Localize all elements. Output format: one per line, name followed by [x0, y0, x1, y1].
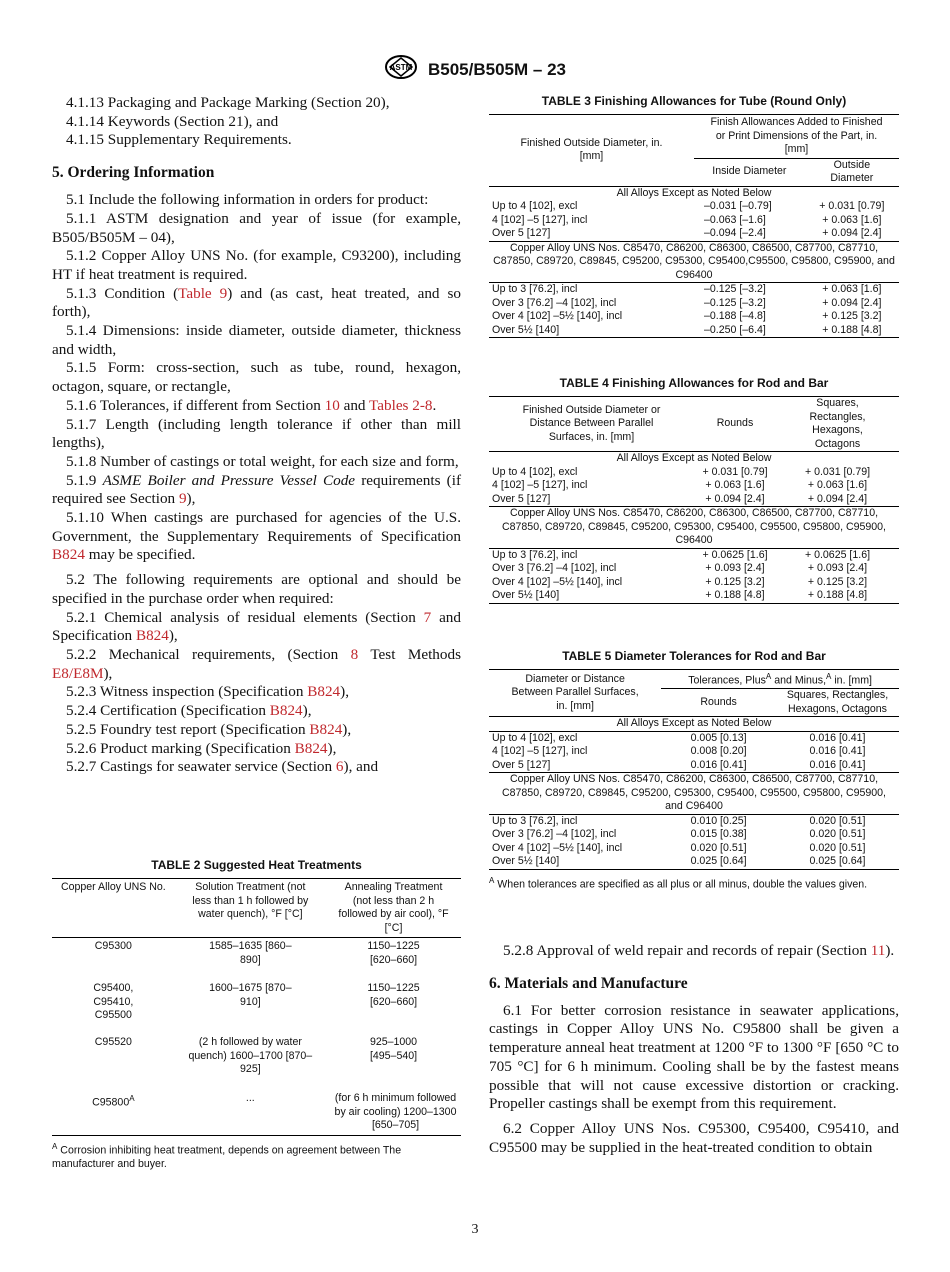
table-row: Over 5½ [140] + 0.188 [4.8] + 0.188 [4.8]: [489, 589, 899, 603]
table-row: Over 5 [127] 0.016 [0.41] 0.016 [0.41]: [489, 759, 899, 773]
right-column-text: [489, 942, 899, 1157]
document-designation: B505/B505M – 23: [428, 59, 566, 79]
table-5-block: [489, 649, 899, 892]
table-row: Up to 4 [102], excl + 0.031 [0.79] + 0.031 [0.79]: [492, 465, 871, 478]
clause-5-2-3: 5.2.3 Witness inspection (Specification B824),: [66, 683, 350, 701]
table-row: Over 3 [76.2] –4 [102], incl –0.125 [–3.2] + 0.094 [2.4]: [492, 296, 882, 309]
section-5-heading: 5. Ordering Information: [52, 164, 215, 182]
table-group-label: Copper Alloy UNS Nos. C85470, C86200, C86300, C86500, C87700, C87710, C87850, C89720, C89845, C95200, C95300, C95400, C95500, C95800, C95900, and C96400: [489, 773, 899, 815]
clause-5-1-5: 5.1.5 Form: cross-section, such as tube, round, hexagon, octagon, square, or rectangle,: [52, 359, 461, 396]
table-header-cell: Finish Allowances Added to Finished or Print Dimensions of the Part, in. [mm]: [694, 115, 899, 159]
clause-5-1-1: 5.1.1 ASTM designation and year of issue (for example, B505/B505M – 04),: [52, 209, 461, 246]
clause-4-1-15: 4.1.15 Supplementary Requirements.: [66, 131, 292, 149]
table-row: Over 5 [127] –0.094 [–2.4] + 0.094 [2.4]: [489, 227, 899, 241]
svg-text:ASTM: ASTM: [389, 63, 413, 72]
table-group-label: All Alloys Except as Noted Below: [616, 452, 772, 464]
page-number: 3: [471, 1222, 479, 1237]
table-header-cell: Tolerances, Plus$^A$ and Minus,$^A$ in. [mm]: [661, 670, 899, 689]
table-3-caption: TABLE 3 Finishing Allowances for Tube (Round Only): [541, 94, 847, 108]
clause-4-1-13: 4.1.13 Packaging and Package Marking (Section 20),: [66, 94, 390, 111]
table-group-label: All Alloys Except as Noted Below: [489, 717, 899, 732]
table-2: [52, 878, 461, 1136]
clause-5-1-10: 5.1.10 When castings are purchased for agencies of the U.S. Government, the Supplementary Requirements of Specification B824 may be specified.: [52, 509, 461, 564]
table-3: [489, 114, 899, 338]
link-section-11[interactable]: 11: [870, 942, 886, 959]
clause-5-2-8: 5.2.8 Approval of weld repair and records of repair (Section 11).: [503, 942, 895, 959]
link-b824[interactable]: B824: [52, 546, 85, 564]
table-5-caption: TABLE 5 Diameter Tolerances for Rod and Bar: [562, 649, 826, 663]
table-row: C95300 1585–1635 [860–890] 1150–1225 [620–660]: [94, 940, 420, 966]
table-group-label: Copper Alloy UNS Nos. C85470, C86200, C86300, C86500, C87700, C87710, C87850, C89720, C89845, C95200, C95300, C95400,C95500, C95800, C95900, and C96400: [489, 241, 899, 283]
link-section-6[interactable]: 6: [335, 758, 344, 776]
table-row: Over 5 [127] + 0.094 [2.4] + 0.094 [2.4]: [489, 493, 899, 507]
table-row: 4 [102] –5 [127], incl 0.008 [0.20] 0.016 [0.41]: [492, 745, 866, 758]
table-row: Over 4 [102] –5½ [140], incl + 0.125 [3.2] + 0.125 [3.2]: [492, 575, 868, 588]
link-table-9[interactable]: Table 9: [178, 284, 228, 302]
table-4: [489, 396, 899, 604]
clause-5-2-5: 5.2.5 Foundry test report (Specification B824),: [66, 720, 352, 738]
table-row: Over 3 [76.2] –4 [102], incl + 0.093 [2.4] + 0.093 [2.4]: [492, 562, 868, 574]
link-b824[interactable]: B824: [309, 720, 343, 738]
table-header-cell: Outside Diameter: [805, 158, 899, 186]
table-header-cell: Rounds: [661, 689, 776, 717]
clause-5-2: 5.2 The following requirements are optional and should be specified in the purchase order when required:: [52, 571, 461, 607]
table-5: [489, 669, 899, 870]
link-section-7[interactable]: 7: [423, 608, 432, 626]
table-2-caption: TABLE 2 Suggested Heat Treatments: [151, 858, 362, 872]
clause-5-1-3: 5.1.3 Condition (Table 9) and (as cast, heat treated, and so forth),: [52, 284, 461, 321]
table-row: 4 [102] –5 [127], incl + 0.063 [1.6] + 0.063 [1.6]: [492, 479, 868, 491]
clause-5-1-9: 5.1.9 ASME Boiler and Pressure Vessel Code requirements (if required see Section 9),: [52, 471, 461, 508]
section-6-heading: 6. Materials and Manufacture: [489, 974, 688, 992]
table-group-label: All Alloys Except as Noted Below: [616, 186, 772, 199]
link-tables-2-8[interactable]: Tables 2-8: [369, 396, 433, 414]
table-row: C95400, C95410, C95500 1600–1675 [870–910] 1150–1225 [620–660]: [93, 982, 420, 1021]
clause-5-1: 5.1 Include the following information in orders for product:: [66, 191, 429, 209]
table-4-block: [489, 376, 899, 604]
table-header-cell: Finished Outside Diameter or Distance Between Parallel Surfaces, in. [mm]: [489, 397, 694, 452]
table-row: 4 [102] –5 [127], incl –0.063 [–1.6] + 0.063 [1.6]: [492, 213, 882, 226]
link-b824[interactable]: B824: [307, 683, 341, 701]
table-4-caption: TABLE 4 Finishing Allowances for Rod and Bar: [559, 376, 829, 390]
table-3-block: [489, 94, 899, 338]
table-row: $C95800^A$ ... (for 6 h minimum followed by air cooling) 1200–1300 [650–705]: [52, 1092, 461, 1135]
clause-5-1-7: 5.1.7 Length (including length tolerance if other than mill lengths),: [52, 415, 461, 452]
table-row: Over 5½ [140] –0.250 [–6.4] + 0.188 [4.8]: [489, 324, 899, 338]
table-row: C95520 (2 h followed by water quench) 1600–1700 [870–925] 925–1000 [495–540]: [94, 1036, 418, 1075]
page-header: [0, 54, 950, 85]
table-5-footnote: $^A$ When tolerances are specified as all plus or all minus, double the values given.: [489, 875, 868, 891]
table-2-footnote: $^A$ Corrosion inhibiting heat treatment, depends on agreement between The manufacturer and buyer.: [52, 1141, 402, 1170]
table-row: Over 4 [102] –5½ [140], incl 0.020 [0.51] 0.020 [0.51]: [492, 841, 866, 854]
clause-4-1-14: 4.1.14 Keywords (Section 21), and: [66, 112, 279, 130]
clause-5-2-1: 5.2.1 Chemical analysis of residual elements (Section 7 and Specification B824),: [52, 608, 461, 645]
clause-6-2: 6.2 Copper Alloy UNS Nos. C95300, C95400, C95410, and C95500 may be supplied in the heat-treated condition to obtain: [489, 1119, 899, 1156]
link-section-9[interactable]: 9: [178, 490, 187, 508]
link-e8-e8m[interactable]: E8/E8M: [52, 664, 104, 682]
table-header-cell: Annealing Treatment (not less than 2 h followed by air cool), °F [°C]: [326, 879, 461, 938]
clause-5-2-6: 5.2.6 Product marking (Specification B824),: [66, 739, 337, 757]
table-header-cell: Squares, Rectangles, Hexagons, Octagons: [776, 689, 899, 717]
table-header-cell: Copper Alloy UNS No.: [52, 879, 175, 938]
clause-5-2-7: 5.2.7 Castings for seawater service (Section 6), and: [66, 758, 379, 776]
clause-5-2-4: 5.2.4 Certification (Specification B824),: [66, 702, 312, 720]
clause-5-1-6: 5.1.6 Tolerances, if different from Section 10 and Tables 2-8.: [66, 396, 437, 414]
table-header-cell: Finished Outside Diameter, in. [mm]: [489, 115, 694, 187]
clause-5-2-2: 5.2.2 Mechanical requirements, (Section 8 Test Methods E8/E8M),: [52, 645, 461, 682]
link-b824[interactable]: B824: [269, 702, 303, 720]
table-row: Up to 3 [76.2], incl –0.125 [–3.2] + 0.063 [1.6]: [492, 283, 882, 295]
table-row: Over 5½ [140] 0.025 [0.64] 0.025 [0.64]: [489, 855, 899, 869]
table-header-cell: Squares, Rectangles, Hexagons, Octagons: [776, 397, 899, 452]
table-row: Up to 4 [102], excl 0.005 [0.13] 0.016 [0.41]: [492, 731, 866, 744]
clause-5-1-2: 5.1.2 Copper Alloy UNS No. (for example, C93200), including HT if heat treatment is required.: [52, 247, 461, 283]
table-row: Up to 3 [76.2], incl 0.010 [0.25] 0.020 [0.51]: [492, 814, 866, 827]
table-2-block: [52, 858, 461, 1171]
table-row: Over 4 [102] –5½ [140], incl –0.188 [–4.8] + 0.125 [3.2]: [492, 310, 882, 322]
link-section-10[interactable]: 10: [324, 396, 340, 414]
table-header-cell: Diameter or Distance Between Parallel Surfaces, in. [mm]: [489, 670, 661, 717]
clause-5-1-4: 5.1.4 Dimensions: inside diameter, outside diameter, thickness and width,: [52, 322, 461, 358]
table-row: Up to 4 [102], excl –0.031 [–0.79] + 0.031 [0.79]: [492, 200, 885, 212]
link-b824[interactable]: B824: [294, 739, 328, 757]
left-column: [52, 94, 461, 777]
clause-6-1: 6.1 For better corrosion resistance in seawater applications, castings in Copper Alloy UNS No. C95800 shall be given a temperature anneal heat treatment at 1200 °F to 1300 °F [650 °C to 705 °C] for 6 h minimum. Cooling shall be by the fastest means possible that will not cause excessive distortion or cracking. Propeller castings shall be exempt from this requirement.: [489, 1001, 899, 1113]
table-header-cell: Rounds: [694, 397, 776, 452]
table-group-label: Copper Alloy UNS Nos. C85470, C86200, C86300, C86500, C87700, C87710, C87850, C89720, C89845, C95200, C95300, C95400, C95500, C95800, C95900, C96400: [489, 507, 899, 549]
table-row: Over 3 [76.2] –4 [102], incl 0.015 [0.38] 0.020 [0.51]: [492, 828, 866, 841]
link-section-8[interactable]: 8: [350, 645, 359, 663]
table-header-cell: Inside Diameter: [694, 158, 805, 186]
table-row: Up to 3 [76.2], incl + 0.0625 [1.6] + 0.0625 [1.6]: [492, 548, 871, 561]
table-header-cell: Solution Treatment (not less than 1 h followed by water quench), °F [°C]: [175, 879, 326, 938]
astm-logo-icon: [384, 54, 418, 85]
link-b824[interactable]: B824: [135, 627, 169, 645]
clause-5-1-8: 5.1.8 Number of castings or total weight, for each size and form,: [66, 452, 459, 470]
